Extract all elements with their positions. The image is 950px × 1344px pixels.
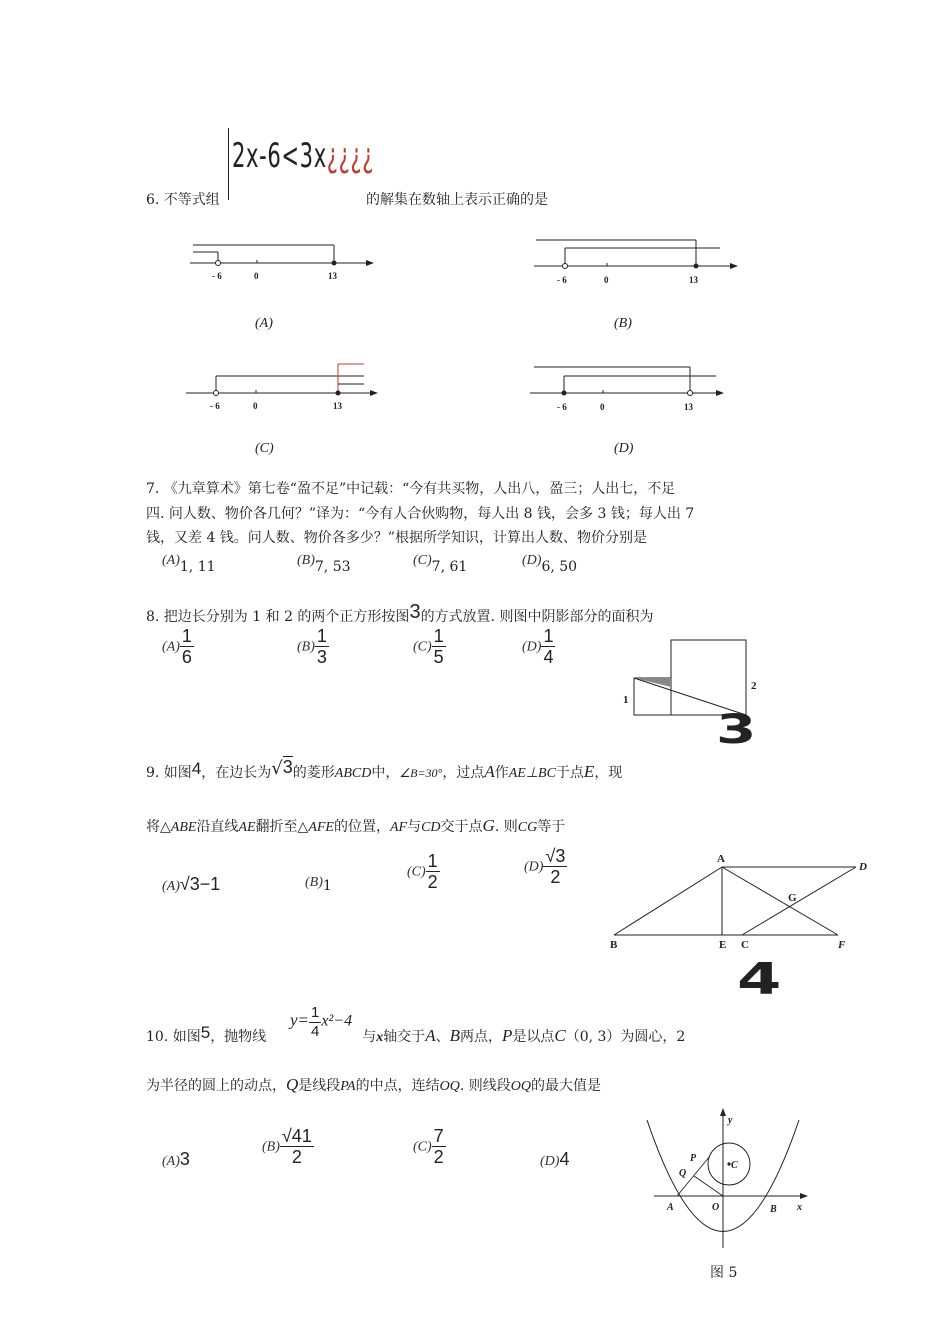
q9-fig-label-a: A [717,853,725,865]
q10-fig-label-p: P [690,1153,697,1164]
q10-option-b-label: (B) [262,1139,280,1155]
q10-option-a-label: (A) [162,1154,180,1169]
q8-option-a-num: 1 [181,626,192,646]
q9-option-d[interactable] [524,846,567,887]
q9-sqrt-value: 3 [282,757,293,777]
q10-l2-d: . 则线段 [459,1078,511,1094]
q9-ae: AE [238,820,256,835]
q9-l1-a: 9. 如图 [146,765,192,781]
q9-option-a-value: √3−1 [179,874,221,894]
q9-l2-d: 的位置， [333,819,390,835]
q6-system-inequality [232,136,374,176]
q8-fig-label-large: 2 [751,680,757,692]
q7-line3: 钱，又差 4 钱。问人数、物价各多少？”根据所学知识，计算出人数、物价分别是 [146,530,647,546]
q10-eq-y: y= [290,1010,310,1030]
q9-af: AF [389,820,408,835]
q8-option-b-fraction [315,626,329,667]
q10-x-axis: x [376,1030,384,1045]
q9-angle: ∠B=30° [399,766,443,780]
q10-fig-label-q: Q [679,1168,687,1179]
q7-option-d-label: (D) [522,553,542,568]
q6-c-label-zero: 0 [253,401,258,411]
q7-option-a-label: (A) [162,553,180,568]
q9-option-b[interactable] [305,874,332,894]
q10-l1-g: （0, 3）为圆心，2 [565,1029,686,1045]
q8-option-d-num: 1 [543,626,554,646]
q9-fig-label-c: C [741,939,749,951]
q10-fig-label-c: C [731,1160,738,1171]
q9-l1-g: 于点 [555,765,584,781]
q8-option-c-fraction [432,626,446,667]
q9-fig-label-d: D [859,861,867,873]
q10-l2-e: 的最大值是 [530,1078,601,1094]
q9-fig-label-e: E [719,939,727,951]
q8-option-b-num: 1 [316,626,327,646]
q10-pt-b: B [449,1026,460,1045]
q6-c-label-pos: 13 [333,401,342,411]
q10-l1-c: 与 [362,1029,377,1045]
q6-a-label-neg: - 6 [212,271,222,281]
q6-option-c[interactable]: (C) [255,441,274,456]
q9-option-b-value: 1 [322,878,332,894]
q10-option-b-fraction [280,1126,314,1167]
q10-l2-a: 为半径的圆上的动点， [146,1078,286,1094]
q8-option-b[interactable] [297,626,329,667]
q9-fig-no: 4 [191,759,202,778]
q10-option-a[interactable] [162,1149,190,1170]
q10-option-b-den: 2 [291,1147,302,1167]
q7-option-d[interactable] [522,552,578,575]
q6-option-b[interactable]: (B) [614,316,632,331]
q6-prefix: 6. 不等式组 [146,192,220,208]
q8-fig-label-small: 1 [623,694,629,706]
q7-option-a[interactable] [162,552,216,575]
q9-fig-caption: 4 [737,954,782,1005]
q10-l1-f: 是以点 [512,1029,555,1045]
q9-option-c-fraction [426,851,440,892]
q7-option-a-value: 1, 11 [179,559,216,575]
q9-option-d-num: √3 [545,846,566,866]
q9-line1 [146,757,623,783]
q9-cg: CG [517,820,538,835]
q10-fig-label-o: O [712,1202,720,1213]
q9-option-a-label: (A) [162,879,180,894]
q8-option-c[interactable] [413,626,446,667]
q8-question [146,601,654,626]
q10-option-b-num: √41 [281,1126,312,1146]
q6-d-label-neg: - 6 [557,402,567,412]
q7-option-d-value: 6, 50 [541,559,578,575]
q9-figure-rhombus [612,864,862,939]
q7-line1: 7. 《九章算术》第七卷“盈不足”中记载：“今有共买物，人出八，盈三；人出七，不足 [146,481,676,497]
q9-fig-label-f: F [838,939,846,951]
q8-option-a[interactable] [162,626,194,667]
q8-option-c-num: 1 [433,626,444,646]
q9-option-c-den: 2 [427,872,438,892]
q8-fig-caption: 3 [716,707,757,753]
q9-l2-b: 沿直线 [196,819,239,835]
q10-l1-b: ，抛物线 [210,1029,267,1045]
q9-abcd: ABCD [334,766,372,781]
q6-option-d[interactable]: (D) [614,441,634,456]
q8-option-a-den: 6 [181,647,192,667]
q9-option-c-num: 1 [427,851,438,871]
q10-line1 [146,1023,686,1047]
q10-eq-den: 4 [311,1023,320,1040]
q10-option-a-value: 3 [179,1149,190,1169]
q8-text-b: 的方式放置. 则图中阴影部分的面积为 [420,609,654,625]
q10-pt-q: Q [286,1075,299,1094]
q9-option-d-fraction [543,846,567,887]
q8-option-c-den: 5 [433,647,444,667]
q10-fig-label-a: A [667,1202,674,1213]
q10-fig-caption: 图 5 [710,1265,738,1281]
q9-l2-h: 等于 [537,819,566,835]
q10-option-d-value: 4 [559,1149,570,1169]
q8-option-b-den: 3 [316,647,327,667]
q6-suffix: 的解集在数轴上表示正确的是 [366,192,548,208]
q7-option-b[interactable] [297,552,351,575]
q10-l1-e: 两点， [459,1029,502,1045]
q9-abe: ABE [170,820,197,835]
q9-l1-d: 中， [371,765,400,781]
q10-l2-b: 是线段 [298,1078,341,1094]
q10-l1-a: 10. 如图 [146,1029,201,1045]
q9-pt-e: E [583,762,595,781]
q9-option-a[interactable] [162,874,220,895]
q9-l2-f: 交于点 [440,819,483,835]
q9-perp: AE⊥BC [508,766,556,781]
q7-option-b-value: 7, 53 [314,559,351,575]
q10-option-d[interactable] [540,1149,569,1170]
q10-fig-no: 5 [200,1023,211,1042]
q10-option-b[interactable] [262,1126,314,1167]
q9-pt-a: A [484,762,495,781]
q10-eq-num: 1 [311,1004,320,1021]
q9-option-d-den: 2 [550,867,561,887]
q6-c-label-neg: - 6 [210,401,220,411]
q8-option-c-label: (C) [413,639,432,655]
q9-option-b-label: (B) [305,875,323,890]
q10-pt-p: P [501,1026,513,1045]
q7-option-c-label: (C) [413,553,432,568]
q6-d-label-pos: 13 [684,402,693,412]
q8-option-a-label: (A) [162,639,180,655]
q8-option-a-fraction [180,626,194,667]
q10-option-c-num: 7 [433,1126,444,1146]
q8-fig-no: 3 [409,601,421,623]
q8-text-a: 8. 把边长分别为 1 和 2 的两个正方形按图 [146,609,410,625]
q9-l2-e: 与 [407,819,422,835]
q9-l2-g: . 则 [494,819,518,835]
q6-d-label-zero: 0 [600,402,605,412]
q6-option-a[interactable]: (A) [255,316,273,331]
q7-option-b-label: (B) [297,553,315,568]
q8-option-d-den: 4 [543,647,554,667]
q7-option-c[interactable] [413,552,468,575]
q9-option-d-label: (D) [524,859,544,875]
q9-option-c-label: (C) [407,864,426,880]
q10-option-c-den: 2 [433,1147,444,1167]
q10-oq2: OQ [510,1079,531,1094]
q10-oq: OQ [439,1079,460,1094]
q9-l1-c: 的菱形 [292,765,335,781]
q6-a-label-zero: 0 [254,271,259,281]
q10-pa: PA [340,1079,356,1094]
q7-line2: 四. 问人数、物价各几何？”译为：“今有人合伙购物，每人出 8 钱，会多 3 钱；每人出 7 [146,506,695,522]
q9-fig-label-g: G [788,892,797,904]
q9-option-c[interactable] [407,851,440,892]
q10-eq-rest: x²−4 [321,1012,353,1030]
q9-l2-a: 将△ [146,819,171,835]
q6-b-label-zero: 0 [604,275,609,285]
q10-l1-d: 轴交于 [383,1029,426,1045]
q10-pt-c: C [554,1026,566,1045]
q10-option-c-label: (C) [413,1139,432,1155]
q10-fig-label-y: y [728,1115,733,1126]
q10-line2 [146,1076,601,1096]
q9-l1-h: ，现 [594,765,623,781]
q6-b-label-pos: 13 [689,275,698,285]
q9-l1-f: 作 [494,765,509,781]
q10-fig-label-b: B [770,1204,777,1215]
q8-option-d-label: (D) [522,639,542,655]
q9-l2-c: 翻折至△ [255,819,309,835]
q10-option-c[interactable] [413,1126,446,1167]
q10-fig-label-x: x [797,1202,802,1213]
q10-l2-c: 的中点，连结 [355,1078,440,1094]
q9-l1-e: ，过点 [442,765,485,781]
q9-l1-b: ，在边长为 [201,765,272,781]
q9-sqrt-symbol: √ [271,758,283,779]
q10-pt-a: A [425,1026,436,1045]
q6-system-line: 2x-6<3x [232,136,327,176]
q8-option-d[interactable] [522,626,555,667]
q8-option-d-fraction [541,626,555,667]
q6-garbled-text: ¿¿¿¿ [326,136,375,176]
q10-sep: 、 [435,1029,450,1045]
q9-afe: AFE [308,820,334,835]
q10-option-c-fraction [432,1126,446,1167]
q9-fig-label-b: B [610,939,618,951]
q8-option-b-label: (B) [297,639,315,655]
q6-b-label-neg: - 6 [557,275,567,285]
q7-option-c-value: 7, 61 [431,559,468,575]
q9-line2 [146,817,565,837]
q9-cd: CD [421,820,441,835]
q6-a-label-pos: 13 [328,271,337,281]
q10-figure-parabola [640,1108,810,1253]
q9-pt-g: G [482,816,495,835]
q10-option-d-label: (D) [540,1154,560,1169]
